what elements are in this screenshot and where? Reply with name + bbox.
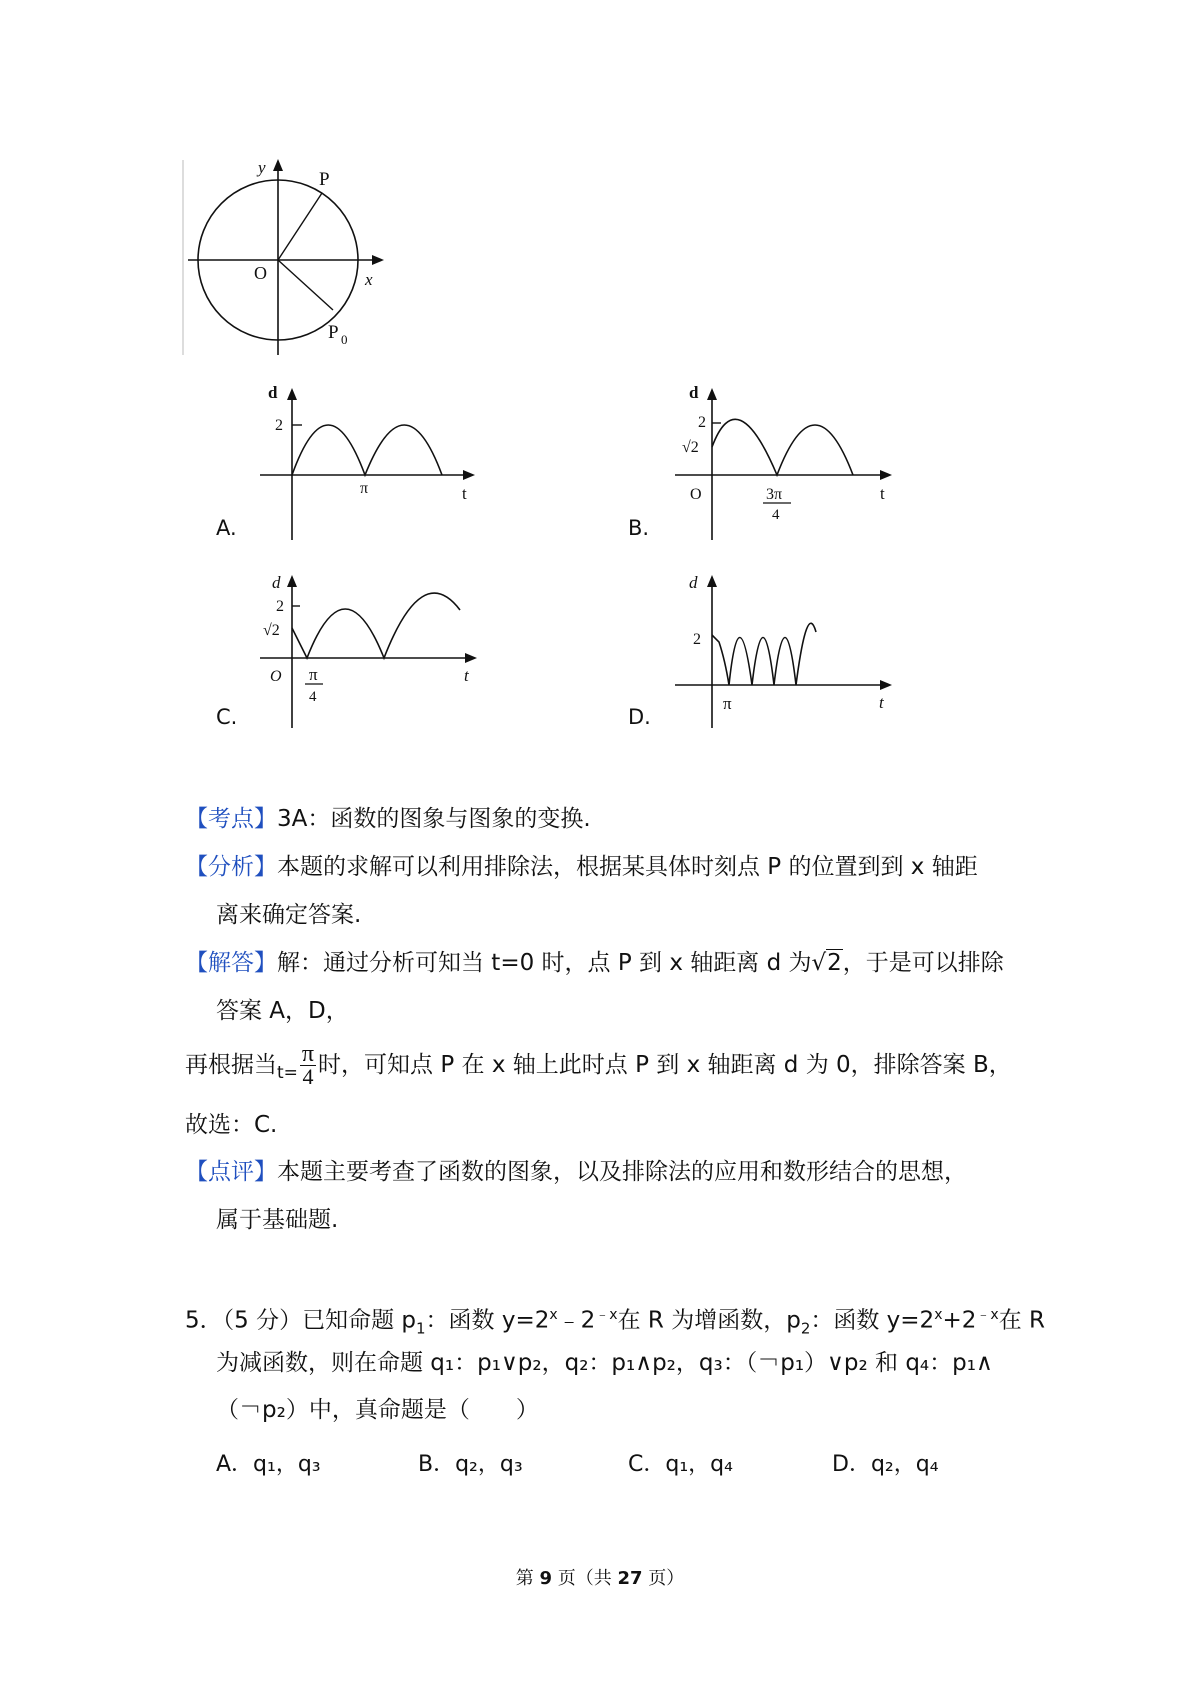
axis-t-label: t — [879, 693, 884, 712]
axis-t-label: t — [462, 484, 467, 503]
q5-choice-b[interactable]: B．q₂，q₃ — [418, 1452, 523, 1477]
unit-circle-figure — [180, 155, 400, 365]
axis-d-label: d — [272, 573, 281, 592]
kaodian-tag: 【考点】 — [185, 806, 277, 832]
jieda-tag: 【解答】 — [185, 950, 277, 976]
curve-b — [712, 419, 853, 475]
point-p0-subscript: 0 — [341, 332, 348, 347]
page-footer: 第 9 页（共 27 页） — [515, 1568, 685, 1589]
tick-pi: π — [723, 694, 732, 713]
tick-sqrt2: √2 — [682, 439, 699, 456]
kaodian-text: 3A：函数的图象与图象的变换. — [277, 806, 591, 832]
x-axis-arrow — [372, 255, 384, 265]
option-a-label: A. — [216, 516, 237, 540]
line3-post: 时，可知点 P 在 x 轴上此时点 P 到 x 轴距离 d 为 0，排除答案 B， — [318, 1052, 1012, 1078]
jieda-line-2: 答案 A，D， — [216, 998, 349, 1024]
tick-2: 2 — [698, 414, 706, 431]
tick-4: 4 — [772, 507, 780, 523]
origin-label: O — [690, 486, 702, 503]
kaodian-line — [185, 804, 591, 834]
graph-option-c — [250, 570, 490, 730]
line3-pre: 再根据当 — [185, 1052, 277, 1078]
dianping-line-2: 属于基础题. — [216, 1207, 339, 1233]
fenxi-line-2: 离来确定答案. — [216, 902, 362, 928]
y-axis-arrow — [273, 159, 283, 171]
fenxi-text-1: 本题的求解可以利用排除法，根据某具体时刻点 P 的位置到到 x 轴距 — [277, 854, 978, 880]
origin-label: O — [270, 668, 282, 685]
q5-choice-a[interactable]: A．q₁，q₃ — [216, 1452, 321, 1477]
fenxi-line — [185, 852, 978, 882]
option-d-label: D. — [628, 705, 651, 729]
axis-t-label: t — [464, 666, 469, 685]
tick-sqrt2: √2 — [263, 622, 280, 639]
point-p0-label: P — [328, 322, 339, 343]
option-c-label: C. — [216, 705, 238, 729]
tick-3pi: 3π — [766, 486, 783, 503]
x-axis-label: x — [365, 270, 373, 289]
jieda-text-1: 解：通过分析可知当 t=0 时，点 P 到 x 轴距离 d 为 — [277, 950, 812, 976]
radius-op0 — [278, 260, 333, 310]
graph-option-d — [665, 570, 905, 730]
dianping-tag: 【点评】 — [185, 1159, 277, 1185]
q5-line-1: 5．（5 分）已知命题 $p_1$：函数 $y=2^x﹣2^{﹣x}$在 R 为增函数，$p_2$：函数 $y=2^x+2^{﹣x}$在 R — [185, 1307, 1045, 1338]
sqrt-2: √2 — [811, 950, 842, 976]
axis-d-label: d — [689, 573, 698, 592]
fenxi-tag: 【分析】 — [185, 854, 277, 880]
answer-line: 故选：C. — [185, 1112, 278, 1138]
tick-2: 2 — [276, 598, 284, 615]
graph-option-b — [665, 385, 905, 550]
page-number: 9 — [539, 1568, 552, 1589]
graph-option-a — [250, 385, 490, 550]
dianping-line — [185, 1157, 967, 1187]
axis-d-label: d — [268, 385, 278, 402]
q5-choice-d[interactable]: D．q₂，q₄ — [832, 1452, 939, 1477]
fraction-pi-over-4: $\frac{\pi}{4}$ — [301, 1041, 315, 1089]
q5-line-2: 为减函数，则在命题 q₁：p₁∨p₂，q₂：p₁∧p₂，q₃：（￢p₁）∨p₂ 和 q₄：p₁∧ — [216, 1350, 993, 1376]
jieda-line — [185, 948, 1004, 978]
option-b-label: B. — [628, 516, 650, 540]
curve-a — [292, 425, 442, 475]
axis-t-label: t — [880, 484, 885, 503]
tick-2: 2 — [275, 417, 283, 434]
point-p-label: P — [319, 169, 330, 190]
curve-c — [292, 593, 460, 658]
line3-t: t= — [277, 1063, 298, 1083]
tick-pi: π — [309, 665, 318, 684]
axis-d-label: d — [689, 385, 699, 402]
q5-line-3: （￢p₂）中，真命题是（ ） — [216, 1397, 539, 1423]
page-total: 27 — [617, 1568, 643, 1589]
q5-choice-c[interactable]: C．q₁，q₄ — [628, 1452, 733, 1477]
tick-pi: π — [360, 480, 369, 497]
dianping-text-1: 本题主要考查了函数的图象，以及排除法的应用和数形结合的思想， — [277, 1159, 967, 1185]
radius-op — [278, 193, 322, 260]
curve-d — [712, 623, 816, 685]
y-axis-label: y — [258, 158, 266, 177]
tick-4: 4 — [309, 689, 317, 705]
jieda-line-3 — [185, 1040, 1012, 1098]
origin-label: O — [254, 263, 267, 283]
tick-2: 2 — [693, 631, 701, 648]
jieda-text-1-tail: ，于是可以排除 — [842, 950, 1004, 976]
